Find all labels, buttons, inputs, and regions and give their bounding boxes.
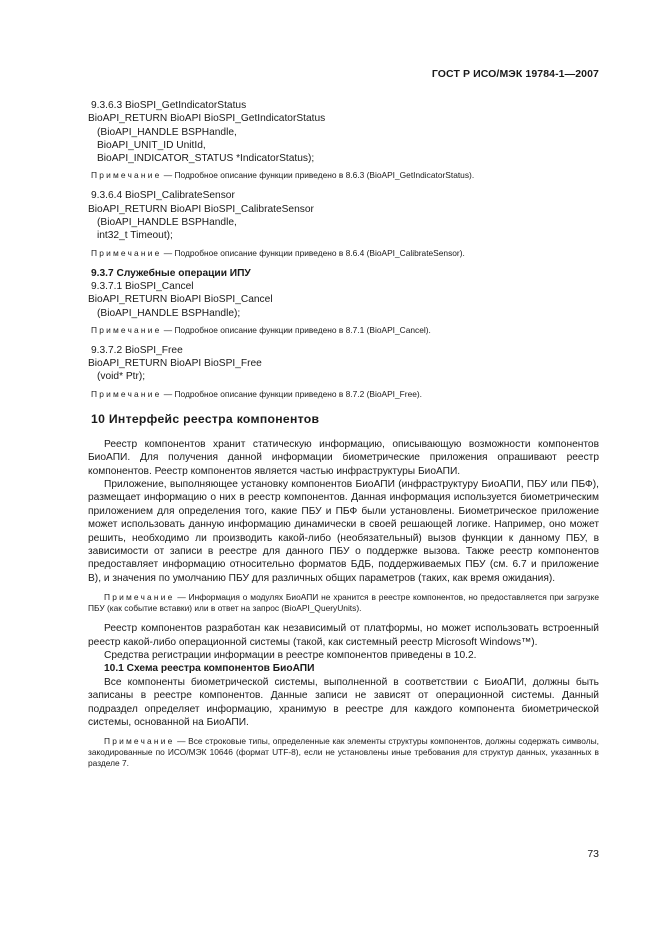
code-line: int32_t Timeout); (97, 230, 173, 242)
heading-9-3-6-3: 9.3.6.3 BioSPI_GetIndicatorStatus (91, 100, 247, 111)
note-label: Примечание (104, 736, 175, 747)
note-9-3-6-3 (91, 170, 599, 181)
note-text: — Информация о модулях БиоАПИ не хранится в реестре компонентов, но предоставляется при загрузке ПБУ (как событие вставки) или в ответ на запрос (BioAPI_QueryUnits). (88, 592, 599, 614)
code-line: (BioAPI_HANDLE BSPHandle); (97, 307, 241, 319)
paragraph: Средства регистрации информации в реестре компонентов приведены в 10.2. (104, 650, 477, 662)
page-number: 73 (587, 848, 599, 860)
code-line: BioAPI_RETURN BioAPI BioSPI_Cancel (88, 294, 273, 306)
heading-9-3-7-2: 9.3.7.2 BioSPI_Free (91, 344, 183, 356)
paragraph: Реестр компонентов хранит статическую информацию, описывающую возможности компонентов БиоАПИ. Для получения данной информации биометрические приложения опрашивают реестр компонентов. Реестр компонентов является частью инфраструктуры БиоАПИ. (88, 438, 599, 477)
note-section-10 (88, 592, 599, 614)
code-line: BioAPI_UNIT_ID UnitId, (97, 139, 206, 151)
note-text: — Подробное описание функции приведено в 8.7.1 (BioAPI_Cancel). (161, 324, 431, 335)
note-text: — Подробное описание функции приведено в 8.6.3 (BioAPI_GetIndicatorStatus). (161, 170, 475, 181)
heading-9-3-7: 9.3.7 Служебные операции ИПУ (91, 267, 251, 279)
note-9-3-6-4 (91, 248, 599, 259)
note-text: — Подробное описание функции приведено в 8.6.4 (BioAPI_CalibrateSensor). (161, 247, 465, 258)
code-line: (BioAPI_HANDLE BSPHandle, (97, 126, 237, 138)
code-line: BioAPI_RETURN BioAPI BioSPI_GetIndicatorStatus (88, 113, 326, 125)
heading-9-3-7-1: 9.3.7.1 BioSPI_Cancel (91, 280, 194, 292)
code-line: BioAPI_INDICATOR_STATUS *IndicatorStatus); (97, 153, 315, 165)
code-line: BioAPI_RETURN BioAPI BioSPI_CalibrateSensor (88, 203, 314, 215)
note-text: — Подробное описание функции приведено в 8.7.2 (BioAPI_Free). (161, 388, 422, 399)
code-line: (BioAPI_HANDLE BSPHandle, (97, 217, 237, 229)
code-line: BioAPI_RETURN BioAPI BioSPI_Free (88, 358, 262, 370)
subsection-10-1-title: 10.1 Схема реестра компонентов БиоАПИ (104, 663, 315, 675)
paragraph: Все компоненты биометрической системы, выполненной в соответствии с БиоАПИ, должны быть записаны в реестре компонентов. Данные записи не зависят от операционной системы. Данный подраздел определяет информацию, хранимую в реестре для каждого компонента биометрической системы, основанной на БиоАПИ. (88, 676, 599, 729)
note-text: — Все строковые типы, определенные как элементы структуры компонентов, должны содержать символы, закодированные по ИСО/МЭК 10646 (формат UTF-8), если не установлены иные требования для структур данных, указанных в разделе 7. (88, 736, 599, 769)
note-section-10-1 (88, 736, 599, 769)
section-10-title: 10 Интерфейс реестра компонентов (91, 411, 320, 426)
note-9-3-7-2 (91, 389, 599, 400)
paragraph: Реестр компонентов разработан как независимый от платформы, но может использовать встроенный реестр какой-либо операционной системы (такой, как системный реестр Microsoft Windows™). (88, 623, 599, 648)
note-label: Примечание (91, 388, 162, 399)
page-content (88, 99, 599, 777)
note-label: Примечание (91, 247, 162, 258)
note-label: Примечание (91, 170, 162, 181)
code-line: (void* Ptr); (97, 371, 146, 383)
standard-header: ГОСТ Р ИСО/МЭК 19784-1—2007 (431, 68, 599, 80)
paragraph: Приложение, выполняющее установку компонентов БиоАПИ (инфраструктуру БиоАПИ, ПБУ или ПБФ), размещает информацию о них в реестр компонентов. Данная информация используется биометрическим приложением для определения того, какие ПБУ и ПБФ были установлены. Биометрическое приложение может использовать данную информацию динамически в своей решающей логике. Например, оно может решить, необходимо ли производить какой-либо (необязательный) вызов функции к данному ПБУ, в зависимости от записи в реестре для данного ПБУ о поддержке вызова. Также реестр компонентов предоставляет информацию относительно форматов БДБ, поддерживаемых ПБУ (см. 6.7 и приложение В), и значения по умолчанию ПБУ для различных общих параметров (таких, как время ожидания). (88, 478, 599, 584)
note-label: Примечание (91, 324, 162, 335)
note-label: Примечание (104, 592, 175, 603)
note-9-3-7-1 (91, 325, 599, 336)
heading-9-3-6-4: 9.3.6.4 BioSPI_CalibrateSensor (91, 190, 235, 202)
